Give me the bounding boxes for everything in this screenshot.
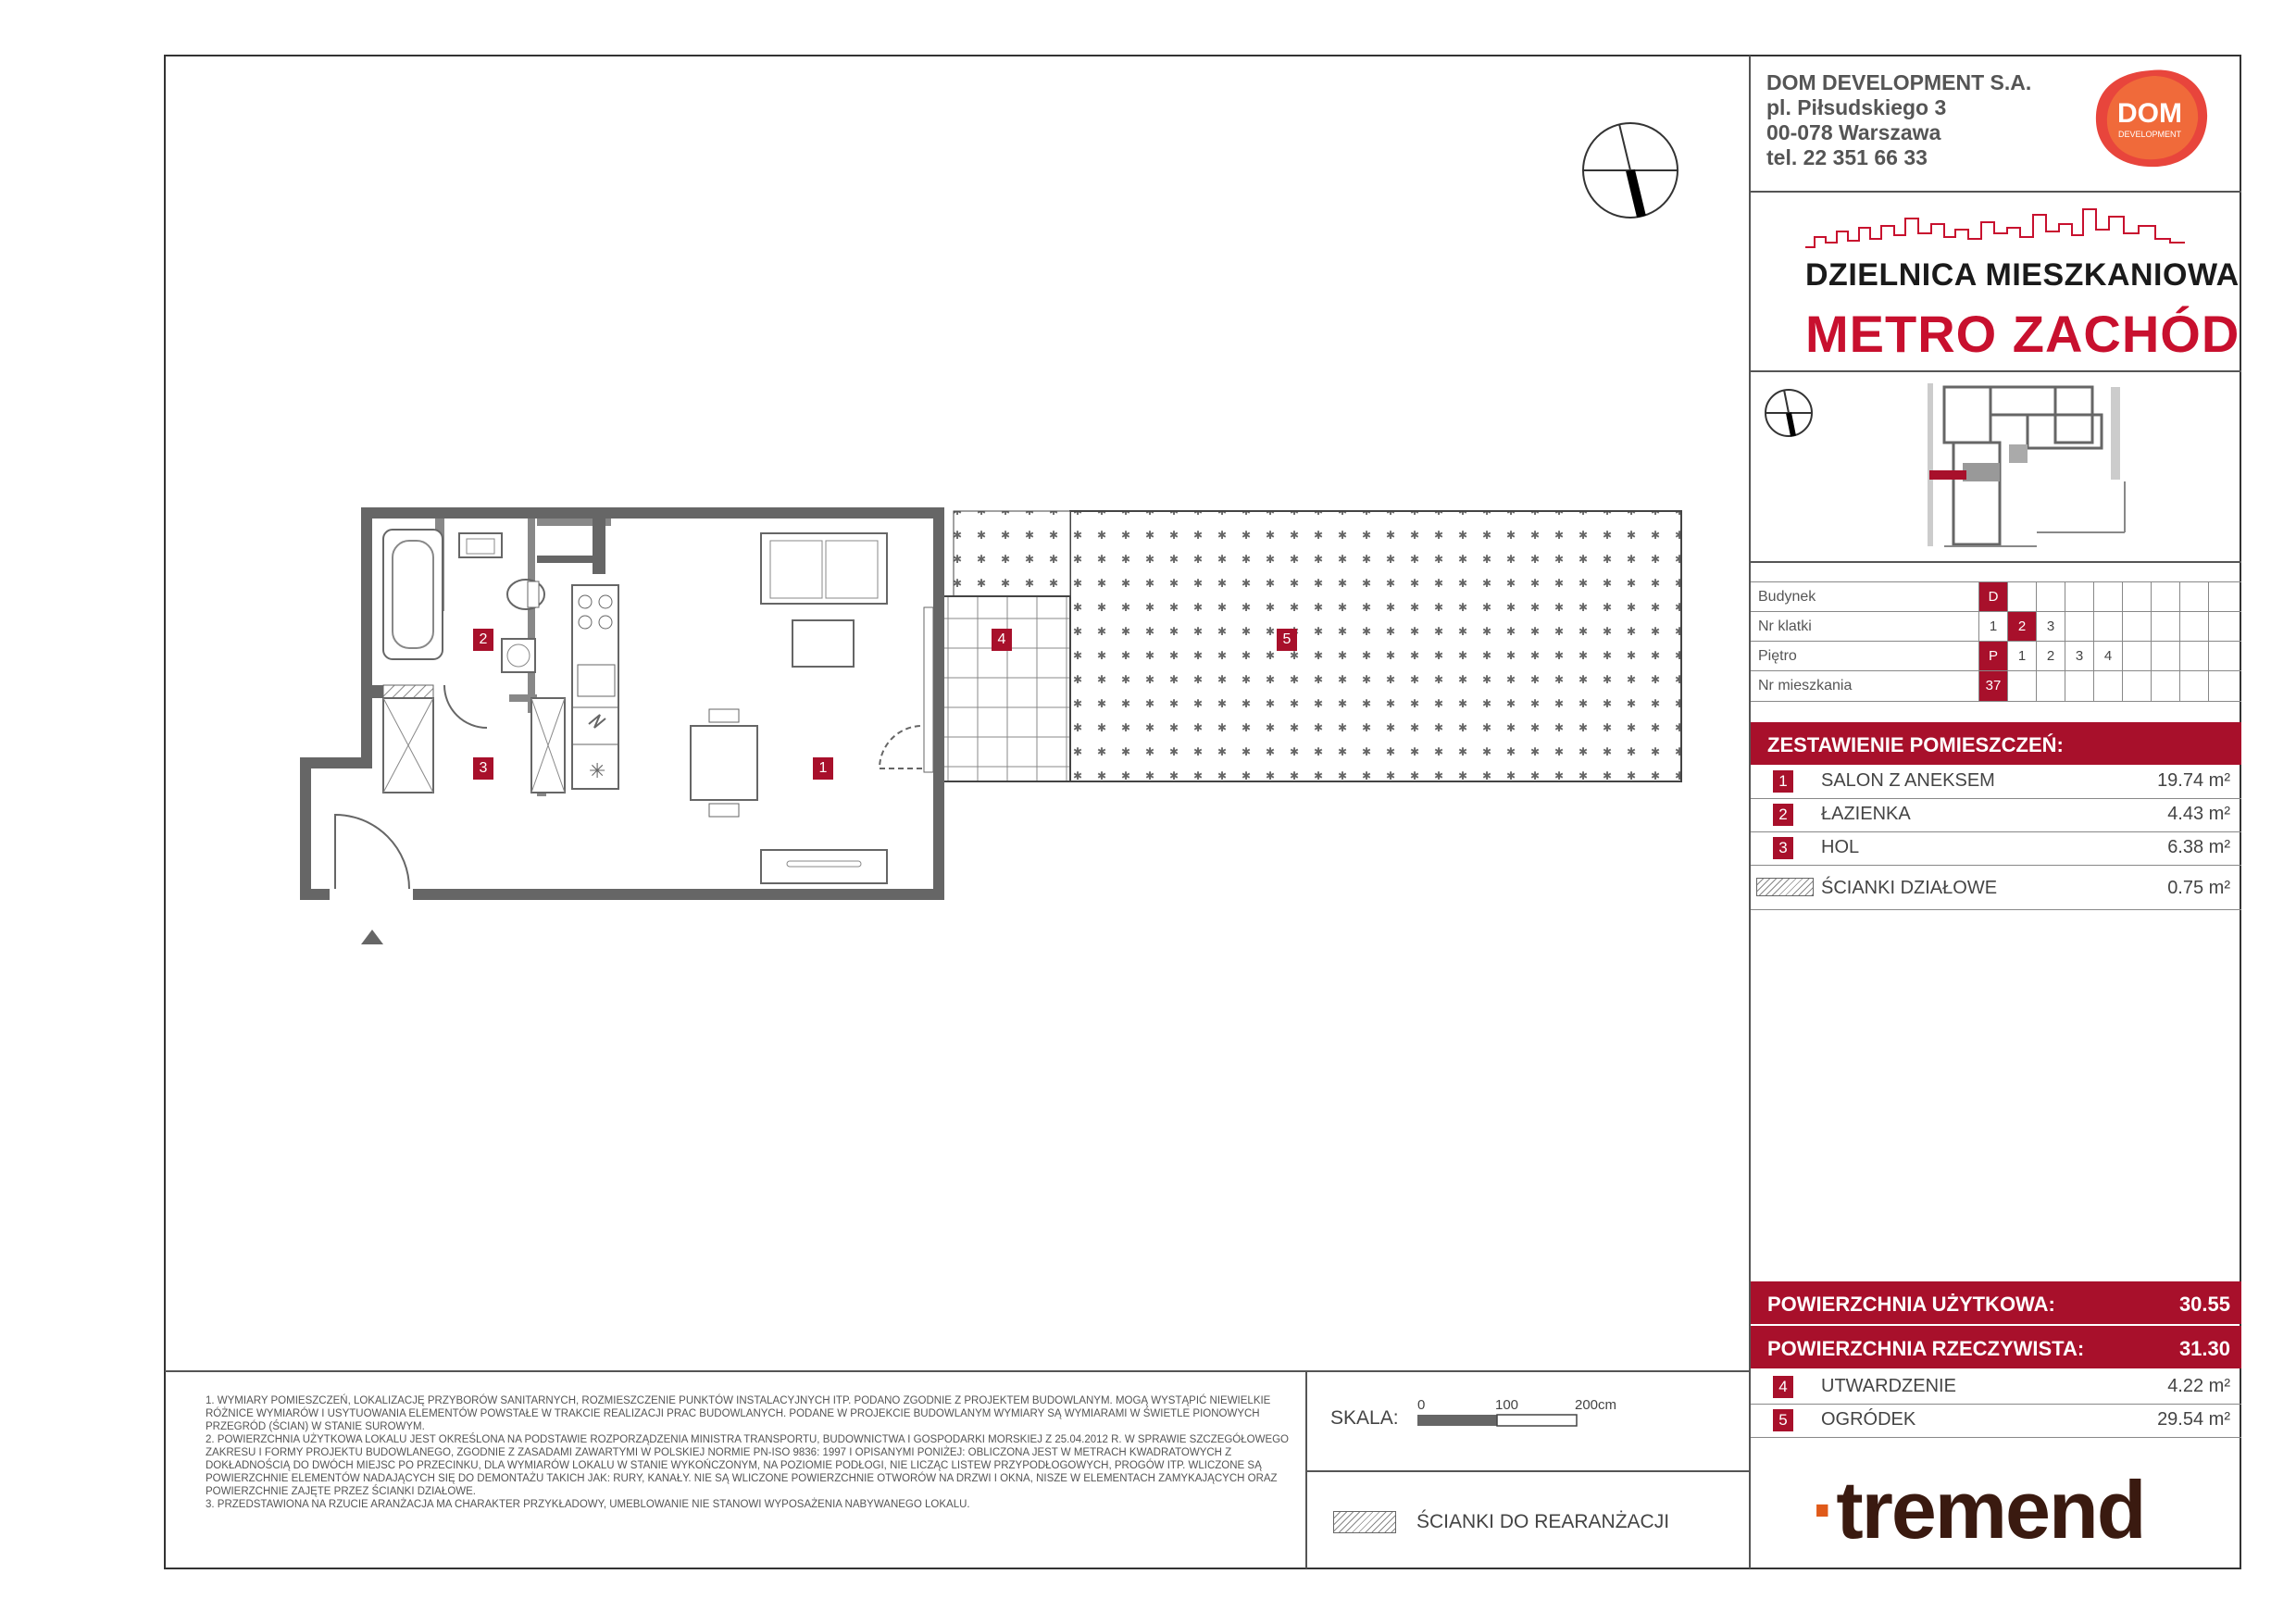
room-name: SALON Z ANEKSEM — [1821, 770, 1995, 791]
walls-row — [1751, 865, 2241, 910]
info-cell: P — [1978, 642, 2007, 671]
info-cell-empty — [2179, 671, 2208, 701]
info-cell-empty — [2151, 671, 2179, 701]
room-marker-4: 4 — [992, 629, 1012, 651]
info-cell: 3 — [2036, 612, 2065, 642]
info-cell-empty — [2093, 612, 2122, 642]
real-area-value: 31.30 — [2178, 1337, 2230, 1360]
info-cell-empty — [2208, 612, 2237, 642]
info-cell-empty — [2007, 671, 2036, 701]
extra-num: 5 — [1773, 1409, 1793, 1431]
room-marker-5: 5 — [1277, 629, 1297, 651]
info-cell: 1 — [2007, 642, 2036, 671]
room-area: 19.74 m² — [2157, 770, 2230, 791]
info-cell: D — [1978, 582, 2007, 612]
info-cell-empty — [2122, 671, 2151, 701]
tremend-logo — [1811, 1463, 2145, 1557]
info-cell-empty — [2179, 582, 2208, 612]
info-cell-empty — [2208, 642, 2237, 671]
header-divider — [1751, 191, 2241, 193]
rooms-header-text: ZESTAWIENIE POMIESZCZEŃ: — [1767, 733, 2064, 756]
room-area: 4.43 m² — [2167, 804, 2230, 824]
scale-tick-100: 100 — [1495, 1397, 1519, 1413]
info-cell-empty — [2093, 582, 2122, 612]
info-label: Nr klatki — [1758, 618, 1812, 634]
walls-hatch-swatch — [1756, 878, 1814, 896]
info-cell: 4 — [2093, 642, 2122, 671]
extra-area: 29.54 m² — [2157, 1409, 2230, 1430]
logo-text-bottom: DEVELOPMENT — [2117, 130, 2182, 139]
info-cell-empty — [2065, 612, 2093, 642]
room-row — [1751, 798, 2241, 832]
company-info — [1766, 70, 2031, 170]
footnote: 1. WYMIARY POMIESZCZEŃ, LOKALIZACJĘ PRZYBORÓW SANITARNYCH, ROZMIESZCZENIE PUNKTÓW INSTALACYJNYCH ITP. PODANO ZGODNIE Z PROJEKTEM BUDOWLANYM. MOGĄ WYSTĄPIĆ NIEWIELKIE RÓŻNICE WYMIARÓW I USYTUOWANIA ELEMENTÓW POWSTAŁE W TRAKCIE REALIZACJI PRAC BUDOWLANYCH. PODANE W PROJEKCIE BUDOWLANYM WYMIARY SĄ WYMIARAMI W ŚWIETLE PIONOWYCH PRZEGRÓD (ŚCIAN) W STANIE SUROWYM. — [206, 1395, 1271, 1432]
info-cell: 2 — [2007, 612, 2036, 642]
info-row-floor — [1751, 641, 2241, 671]
tremend-logo-text: tremend — [1836, 1464, 2145, 1555]
dom-development-logo — [2090, 67, 2211, 170]
rooms-header — [1751, 722, 2241, 765]
info-cell-empty — [2093, 671, 2122, 701]
footnote: 2. POWIERZCHNIA UŻYTKOWA LOKALU JEST OKREŚLONA NA PODSTAWIE ROZPORZĄDZENIA MINISTRA TRANSPORTU, BUDOWNICTWA I GOSPODARKI MORSKIEJ Z 25.04.2012 R. W SPRAWIE SZCZEGÓŁOWEGO ZAKRESU I FORMY PROJEKTU BUDOWLANEGO, ZGODNIE Z ZASADAMI ZAWARTYMI W POLSKIEJ NORMIE PN-ISO 9836: 1997 I OPISANYMI PONIŻEJ: OBLICZONA JEST W METRACH KWADRATOWYCH Z DOKŁADNOŚCIĄ DO DWÓCH MIEJSC PO PRZECINKU, DLA WYMIARÓW LOKALU W STANIE WYKOŃCZONYM, NA POZIOMIE PODŁOGI, NIE LICZĄC LISTEW PRZYPODŁOGOWYCH, PROGÓW ITP. WLICZONE SĄ POWIERZCHNIE ELEMENTÓW NADAJĄCYCH SIĘ DO DEMONTAŻU TAKICH JAK: RURY, KANAŁY. NIE SĄ WLICZONE POWIERZCHNIE OTWORÓW NA DRZWI I OKNA, NISZE W ELEMENTACH ZAMYKAJĄCYCH ORAZ POWIERZCHNIE ZAJĘTE PRZEZ ŚCIANKI DZIAŁOWE. — [206, 1434, 1290, 1497]
usable-area-value: 30.55 — [2178, 1293, 2230, 1316]
extra-name: OGRÓDEK — [1821, 1409, 1916, 1430]
project-line1: DZIELNICA MIESZKANIOWA — [1805, 257, 2240, 293]
info-label: Nr mieszkania — [1758, 678, 1853, 693]
extra-row — [1751, 1370, 2241, 1405]
footnotes — [206, 1394, 1298, 1511]
svg-text:✳: ✳ — [589, 760, 606, 783]
info-label: Budynek — [1758, 589, 1816, 605]
walls-area: 0.75 m² — [2167, 878, 2230, 898]
footnote: 3. PRZEDSTAWIONA NA RZUCIE ARANŻACJA MA CHARAKTER PRZYKŁADOWY, UMEBLOWANIE NIE STANOWI WYPOSAŻENIA NABYWANEGO LOKALU. — [206, 1499, 970, 1510]
info-cell-empty — [2036, 671, 2065, 701]
info-cell-empty — [2065, 582, 2093, 612]
tremend-logo-accent: · — [1811, 1464, 1837, 1555]
info-cell-empty — [2151, 582, 2179, 612]
room-marker-1: 1 — [813, 757, 833, 780]
extra-name: UTWARDZENIE — [1821, 1376, 1956, 1396]
floor-plan — [296, 500, 1703, 944]
extra-num: 4 — [1773, 1376, 1793, 1398]
info-row-stairwell — [1751, 611, 2241, 642]
skyline-graphic — [1805, 206, 2185, 252]
walls-name: ŚCIANKI DZIAŁOWE — [1821, 878, 1998, 898]
info-cell-empty — [2179, 612, 2208, 642]
room-row — [1751, 765, 2241, 799]
company-street: pl. Piłsudskiego 3 — [1766, 95, 1947, 119]
minimap-compass-icon — [1763, 387, 1815, 439]
compass-icon — [1579, 117, 1681, 228]
info-cell: 2 — [2036, 642, 2065, 671]
company-name: DOM DEVELOPMENT S.A. — [1766, 70, 2032, 94]
info-cell-empty — [2122, 582, 2151, 612]
info-cell: 3 — [2065, 642, 2093, 671]
logo-text-top: DOM — [2117, 98, 2182, 129]
scale-bar — [1412, 1396, 1634, 1433]
usable-area-label: POWIERZCHNIA UŻYTKOWA: — [1767, 1293, 2055, 1316]
info-label: Piętro — [1758, 648, 1797, 664]
footer-divider — [165, 1370, 1750, 1372]
room-num: 3 — [1773, 837, 1793, 859]
room-num: 1 — [1773, 770, 1793, 793]
location-minimap — [1926, 380, 2139, 552]
real-area-label: POWIERZCHNIA RZECZYWISTA: — [1767, 1337, 2085, 1360]
room-row — [1751, 831, 2241, 866]
scale-tick-0: 0 — [1417, 1397, 1426, 1413]
company-city: 00-078 Warszawa — [1766, 120, 1941, 144]
minimap-divider — [1751, 561, 2241, 563]
room-area: 6.38 m² — [2167, 837, 2230, 857]
scale-tick-200: 200cm — [1575, 1397, 1617, 1413]
info-cell: 37 — [1978, 671, 2007, 701]
extra-row — [1751, 1404, 2241, 1438]
info-cell-empty — [2208, 582, 2237, 612]
scale-label: SKALA: — [1330, 1407, 1399, 1429]
company-phone: tel. 22 351 66 33 — [1766, 145, 1928, 169]
info-cell-empty — [2122, 642, 2151, 671]
info-row-building — [1751, 581, 2241, 612]
info-cell-empty — [2122, 612, 2151, 642]
info-cell-empty — [2151, 612, 2179, 642]
room-marker-2: 2 — [473, 629, 493, 651]
info-cell-empty — [2007, 582, 2036, 612]
usable-area-bar — [1751, 1281, 2241, 1324]
scale-divider — [1305, 1470, 1750, 1472]
extra-area: 4.22 m² — [2167, 1376, 2230, 1396]
info-cell-empty — [2065, 671, 2093, 701]
rearrange-hatch-swatch — [1333, 1511, 1396, 1533]
room-marker-3: 3 — [473, 757, 493, 780]
info-cell-empty — [2151, 642, 2179, 671]
footer-vdivider — [1305, 1370, 1307, 1568]
project-line2: METRO ZACHÓD — [1805, 305, 2240, 363]
real-area-bar — [1751, 1326, 2241, 1368]
room-num: 2 — [1773, 804, 1793, 826]
title-divider — [1751, 370, 2241, 372]
info-cell-empty — [2208, 671, 2237, 701]
info-cell-empty — [2036, 582, 2065, 612]
info-row-apartment — [1751, 670, 2241, 702]
rearrange-label: ŚCIANKI DO REARANŻACJI — [1416, 1511, 1670, 1532]
info-cell: 1 — [1978, 612, 2007, 642]
info-cell-empty — [2179, 642, 2208, 671]
room-name: HOL — [1821, 837, 1860, 857]
room-name: ŁAZIENKA — [1821, 804, 1911, 824]
